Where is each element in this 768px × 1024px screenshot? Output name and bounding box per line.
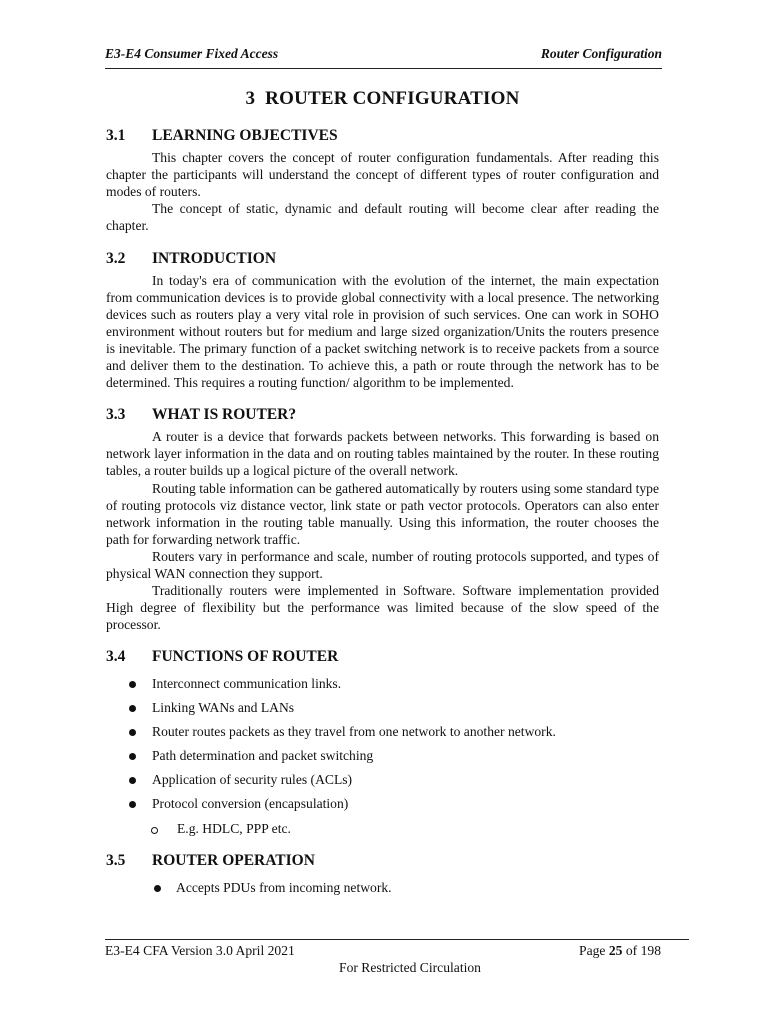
list-item: Application of security rules (ACLs) [106,770,659,794]
bullet-icon [154,885,161,892]
section-functions-of-router [106,648,659,842]
footer-circulation: For Restricted Circulation [339,960,481,975]
page-content [106,86,659,915]
list-item: Linking WANs and LANs [106,698,659,722]
bullet-icon [129,729,136,736]
functions-sub-list [106,818,659,842]
paragraph: This chapter covers the concept of router configuration fundamentals. After reading this chapter the participants will understand the concept of different types of router configuration and modes of routers. [106,150,659,200]
functions-list [106,674,659,818]
bullet-icon [129,801,136,808]
paragraph: Traditionally routers were implemented in Software. Software implementation provided High degree of flexibility but the performance was limited because of the slow speed of the processor. [106,583,659,633]
paragraph: Routing table information can be gathered automatically by routers using some standard type of routing protocols viz distance vector, link state or path vector protocols. Operators can also enter network information in the routing table manually. Using this information, the router chooses the path for forwarding network traffic. [106,480,659,547]
list-item: E.g. HDLC, PPP etc. [106,818,659,842]
section-heading: 3.5 ROUTER OPERATION [106,852,315,870]
bullet-icon [129,681,136,688]
bullet-icon [129,777,136,784]
list-item: Path determination and packet switching [106,746,659,770]
list-item: Protocol conversion (encapsulation) [106,794,659,818]
section-learning-objectives [106,127,659,234]
chapter-title-text: ROUTER CONFIGURATION [265,88,520,109]
header-right: Router Configuration [540,46,662,61]
operation-list [106,878,659,900]
section-what-is-router [106,406,659,633]
page-footer [105,939,689,975]
paragraph: A router is a device that forwards packets between networks. This forwarding is based on network layer information in the data and on routing tables maintained by the router. In these routing tables, a router builds up a logical picture of the overall network. [106,429,659,479]
section-heading: 3.2 INTRODUCTION [106,249,277,267]
section-introduction [106,250,659,392]
page-header [105,44,662,69]
footer-version: E3-E4 CFA Version 3.0 April 2021 [105,943,295,958]
section-heading: 3.3 WHAT IS ROUTER? [106,406,297,424]
list-item: Router routes packets as they travel from one network to another network. [106,722,659,746]
section-router-operation [106,852,659,900]
bullet-icon [129,753,136,760]
paragraph: Routers vary in performance and scale, number of routing protocols supported, and types of physical WAN connection they support. [106,548,659,581]
section-heading: 3.1 LEARNING OBJECTIVES [106,127,338,145]
paragraph: The concept of static, dynamic and default routing will become clear after reading the chapter. [106,201,659,234]
paragraph: In today's era of communication with the evolution of the internet, the main expectation from communication devices is to provide global connectivity with a local presence. The networking devices such as routers play a very vital role in provision of such services. One can work in SOHO environment without routers but for medium and large sized organization/Units the routers presence is inevitable. The primary function of a packet switching network is to receive packets from a source and deliver them to the destination. To achieve this, a path or route through the network has to be determined. This requires a routing function/ algorithm to be implemented. [106,272,659,391]
chapter-title [106,90,659,107]
footer-page-number: Page 25 of 198 [579,943,661,958]
chapter-number: 3 [245,88,256,109]
section-heading: 3.4 FUNCTIONS OF ROUTER [106,648,339,666]
list-item: Interconnect communication links. [106,674,659,698]
list-item: Accepts PDUs from incoming network. [106,878,659,900]
circle-bullet-icon [151,827,158,834]
bullet-icon [129,705,136,712]
header-left: E3-E4 Consumer Fixed Access [105,46,279,61]
